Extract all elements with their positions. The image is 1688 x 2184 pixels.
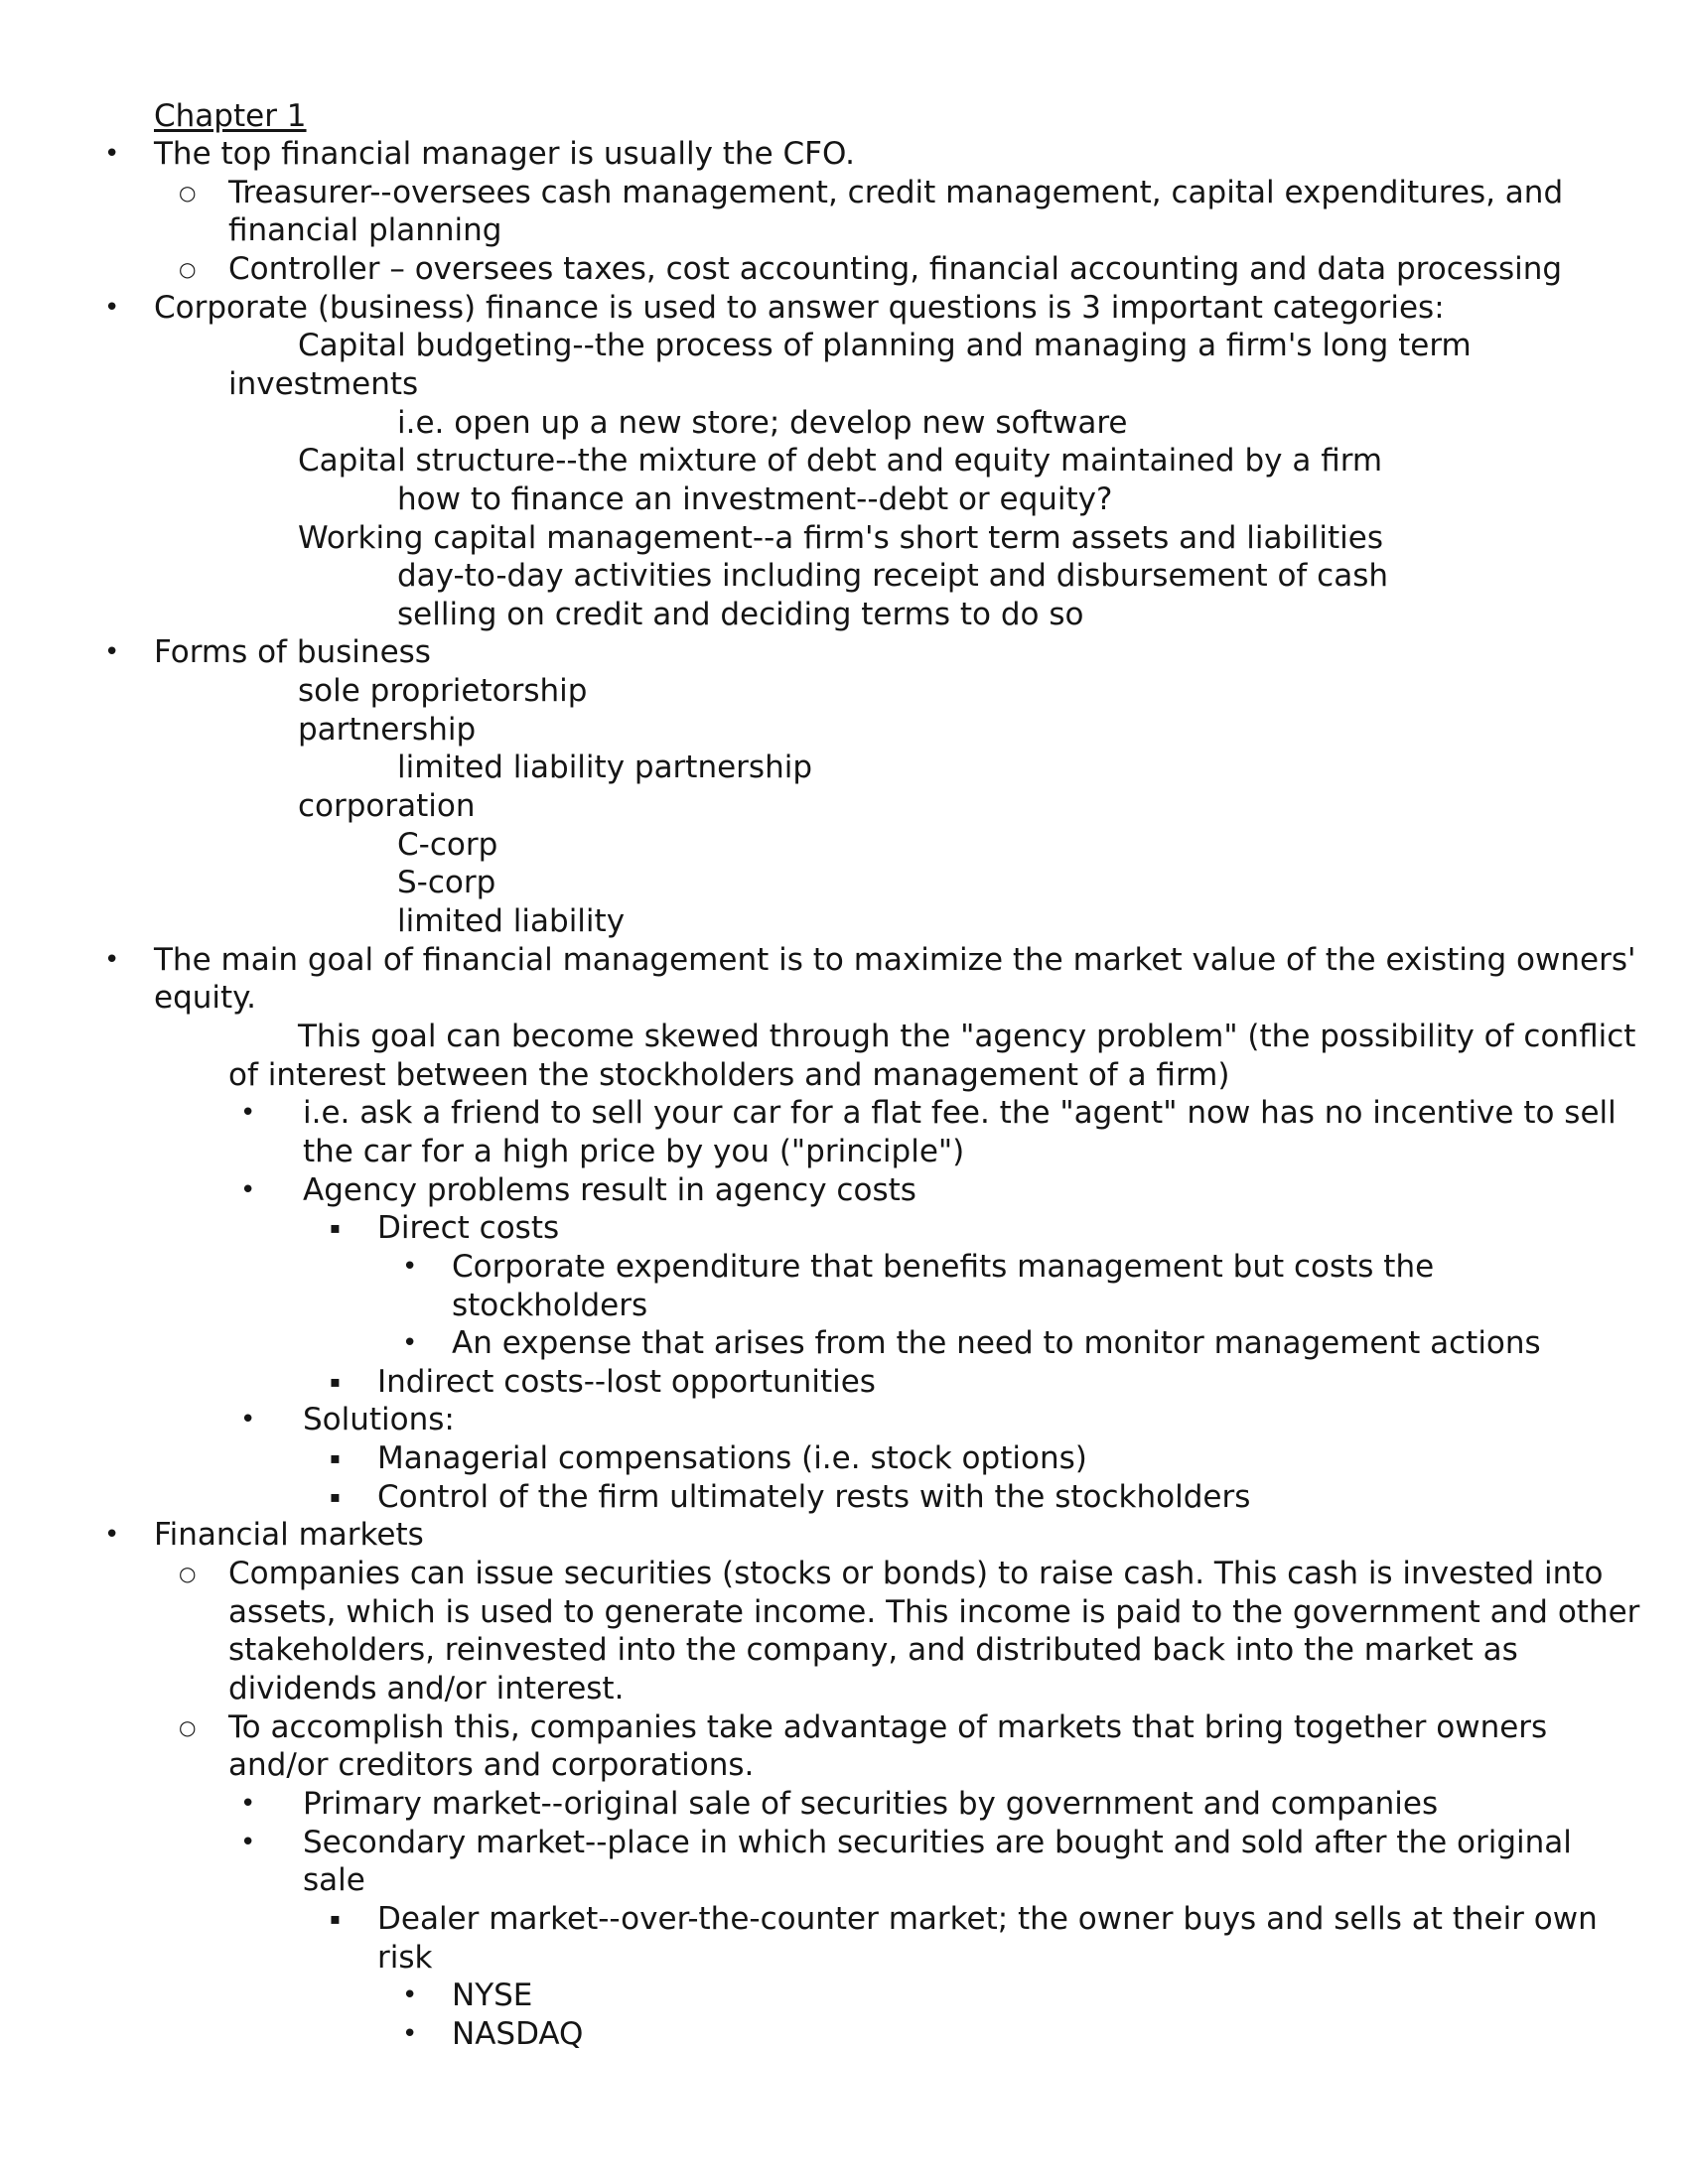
bullet-marker: •	[402, 1328, 418, 1358]
text-line: S-corp	[397, 865, 496, 900]
text-line: dividends and/or interest.	[228, 1671, 625, 1706]
bullet-marker: •	[104, 293, 120, 323]
text-line: C-corp	[397, 827, 498, 863]
text-line: and/or creditors and corporations.	[228, 1747, 755, 1783]
text-line: The top financial manager is usually the CFO.	[154, 136, 855, 172]
text-line: An expense that arises from the need to monitor management actions	[452, 1325, 1541, 1361]
text-line: selling on credit and deciding terms to do so	[397, 597, 1084, 632]
text-line: limited liability	[397, 903, 626, 939]
chapter-title: Chapter 1	[154, 98, 307, 134]
text-line: Companies can issue securities (stocks or bonds) to raise cash. This cash is invested into	[228, 1556, 1604, 1591]
bullet-marker: •	[402, 1980, 418, 2010]
bullet-marker: •	[240, 1405, 256, 1434]
text-line: Dealer market--over-the-counter market; the owner buys and sells at their own	[377, 1901, 1598, 1937]
text-line: This goal can become skewed through the "agency problem" (the possibility of conflict	[298, 1019, 1636, 1054]
text-line: Forms of business	[154, 634, 431, 670]
text-line: Corporate expenditure that benefits management but costs the	[452, 1249, 1435, 1285]
text-line: Indirect costs--lost opportunities	[377, 1364, 876, 1400]
bullet-marker: •	[402, 1252, 418, 1282]
text-line: the car for a high price by you ("principle")	[303, 1134, 965, 1169]
bullet-marker: •	[104, 945, 120, 975]
bullet-marker: •	[240, 1175, 256, 1205]
text-line: Capital structure--the mixture of debt and equity maintained by a firm	[298, 443, 1383, 478]
bullet-marker: ▪	[330, 1372, 341, 1391]
bullet-marker: ▪	[330, 1487, 341, 1506]
text-line: day-to-day activities including receipt and disbursement of cash	[397, 558, 1389, 594]
text-line: corporation	[298, 788, 476, 824]
text-line: equity.	[154, 980, 256, 1016]
text-line: Corporate (business) finance is used to answer questions is 3 important categories:	[154, 290, 1445, 326]
text-line: investments	[228, 366, 419, 402]
text-line: Controller – oversees taxes, cost accounting, financial accounting and data processing	[228, 251, 1563, 287]
text-line: Solutions:	[303, 1402, 455, 1437]
text-line: NASDAQ	[452, 2016, 584, 2052]
bullet-marker: •	[104, 637, 120, 667]
bullet-marker: ○	[179, 1715, 197, 1739]
bullet-marker: •	[402, 2019, 418, 2049]
bullet-marker: ○	[179, 1562, 197, 1585]
bullet-marker: ○	[179, 257, 197, 281]
bullet-marker: •	[104, 139, 120, 169]
text-line: Control of the firm ultimately rests with the stockholders	[377, 1479, 1251, 1515]
text-line: i.e. ask a friend to sell your car for a flat fee. the "agent" now has no incentive to sell	[303, 1095, 1617, 1131]
text-line: i.e. open up a new store; develop new software	[397, 405, 1128, 441]
text-line: how to finance an investment--debt or equity?	[397, 481, 1113, 517]
text-line: stakeholders, reinvested into the company, and distributed back into the market as	[228, 1632, 1518, 1668]
text-line: Financial markets	[154, 1517, 424, 1553]
text-line: Capital budgeting--the process of planning and managing a firm's long term	[298, 328, 1472, 363]
text-line: NYSE	[452, 1978, 533, 2013]
text-line: sale	[303, 1862, 365, 1898]
text-line: Managerial compensations (i.e. stock options)	[377, 1440, 1087, 1476]
bullet-marker: ○	[179, 181, 197, 205]
text-line: Working capital management--a firm's short term assets and liabilities	[298, 520, 1384, 556]
bullet-marker: •	[240, 1098, 256, 1128]
bullet-marker: ▪	[330, 1218, 341, 1237]
text-line: Treasurer--oversees cash management, credit management, capital expenditures, and	[228, 175, 1564, 210]
text-line: stockholders	[452, 1288, 648, 1323]
text-line: assets, which is used to generate income. This income is paid to the government and other	[228, 1594, 1640, 1630]
text-line: partnership	[298, 712, 477, 748]
text-line: financial planning	[228, 212, 502, 248]
bullet-marker: ▪	[330, 1448, 341, 1467]
bullet-marker: •	[240, 1828, 256, 1857]
bullet-marker: •	[240, 1789, 256, 1819]
text-line: Direct costs	[377, 1210, 560, 1246]
text-line: limited liability partnership	[397, 750, 813, 785]
text-line: To accomplish this, companies take advantage of markets that bring together owners	[228, 1709, 1548, 1745]
bullet-marker: ▪	[330, 1909, 341, 1928]
text-line: of interest between the stockholders and management of a firm)	[228, 1057, 1230, 1093]
text-line: The main goal of financial management is to maximize the market value of the existing owners'	[154, 942, 1636, 978]
text-line: Primary market--original sale of securities by government and companies	[303, 1786, 1439, 1822]
text-line: sole proprietorship	[298, 673, 588, 709]
text-line: Agency problems result in agency costs	[303, 1172, 916, 1208]
text-line: Secondary market--place in which securities are bought and sold after the original	[303, 1825, 1572, 1860]
text-line: risk	[377, 1940, 433, 1976]
bullet-marker: •	[104, 1520, 120, 1550]
